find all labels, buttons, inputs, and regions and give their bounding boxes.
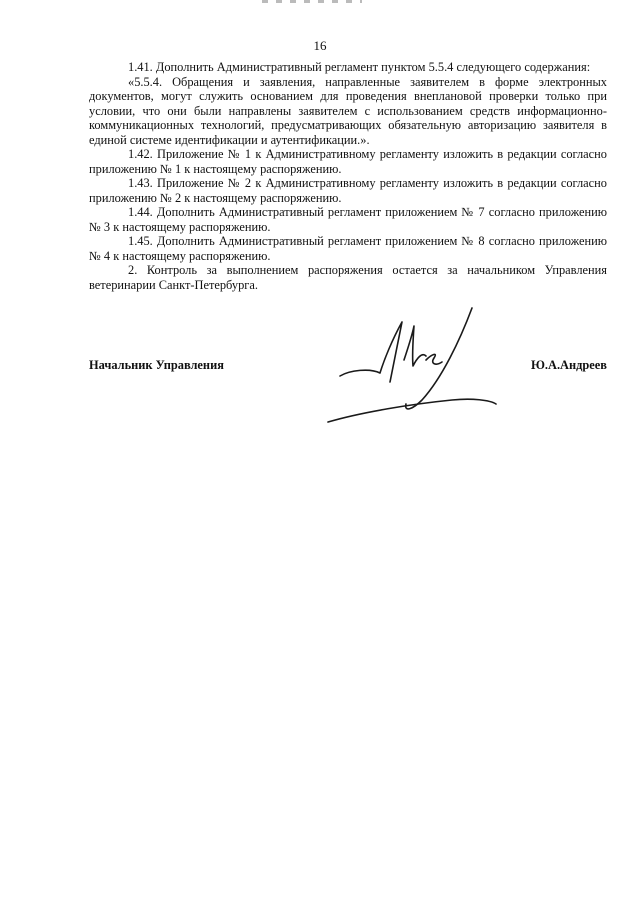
signatory-title: Начальник Управления: [89, 358, 224, 372]
signature-stroke-5: [328, 399, 496, 422]
page-number: 16: [313, 38, 327, 53]
paragraph-1-42: 1.42. Приложение № 1 к Административному регламенту изложить в редакции согласно приложению № 1 к настоящему распоряжению.: [89, 147, 607, 176]
paragraph-1-44: 1.44. Дополнить Административный регламент приложением № 7 согласно приложению № 3 к настоящему распоряжению.: [89, 205, 607, 234]
signatory-name: Ю.А.Андреев: [530, 358, 607, 372]
paragraph-1-43: 1.43. Приложение № 2 к Административному регламенту изложить в редакции согласно приложению № 2 к настоящему распоряжению.: [89, 176, 607, 205]
paragraph-1-41: 1.41. Дополнить Административный регламент пунктом 5.5.4 следующего содержания:: [128, 60, 591, 74]
signature-stroke-3: [426, 354, 442, 364]
document-body: [89, 60, 607, 292]
paragraph-1-45: 1.45. Дополнить Административный регламент приложением № 8 согласно приложению № 4 к настоящему распоряжению.: [89, 234, 607, 263]
scan-edge-mark: [262, 0, 362, 3]
signature-stroke-4: [406, 308, 472, 409]
handwritten-signature: [322, 300, 502, 430]
paragraph-2: 2. Контроль за выполнением распоряжения остается за начальником Управления ветеринарии Санкт-Петербурга.: [89, 263, 607, 292]
paragraph-5-5-4: «5.5.4. Обращения и заявления, направленные заявителем в форме электронных документов, могут служить основанием для проведения внеплановой проверки только при условии, что они были направлены заявителем с использованием средств информационно-коммуникационных технологий, предусматривающих обязательную авторизацию заявителя в единой системе идентификации и аутентификации.».: [89, 74, 607, 147]
signature-stroke-1: [340, 322, 402, 382]
signature-stroke-2: [404, 326, 426, 366]
